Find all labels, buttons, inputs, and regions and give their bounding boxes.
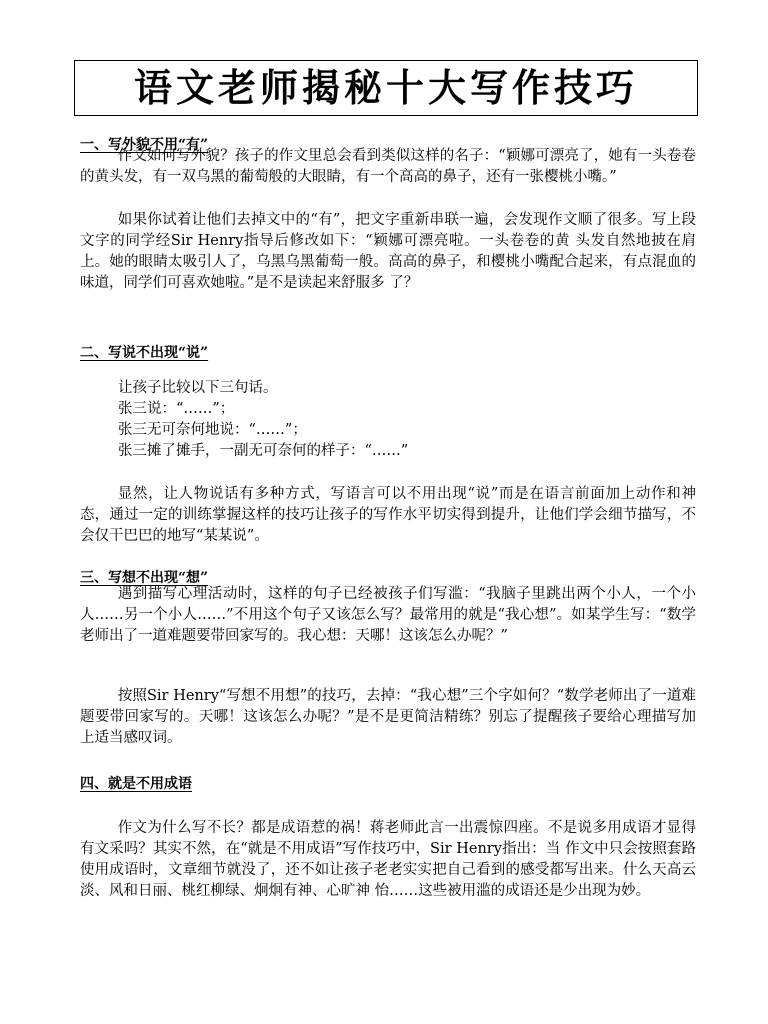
page-title: 语文老师揭秘十大写作技巧 bbox=[133, 66, 638, 110]
title-box bbox=[74, 60, 698, 116]
comparison-line: 张三摊了摊手，一副无可奈何的样子：“……” bbox=[118, 443, 409, 459]
section-3-heading: 三、写想不出现“想” bbox=[80, 570, 209, 586]
comparison-line: 张三说：“……”； bbox=[118, 401, 235, 417]
section-1-paragraph-1: 作文如何写外貌？孩子的作文里总会看到类似这样的名子：“颖娜可漂亮了，她有一头卷卷的黄头发，有一双乌黑的葡萄般的大眼睛，有一个高高的鼻子，还有一张樱桃小嘴。” bbox=[80, 148, 696, 185]
section-1-heading: 一、写外貌不用“有” bbox=[80, 137, 209, 153]
section-4-paragraph-1: 作文为什么写不长？都是成语惹的祸！蒋老师此言一出震惊四座。不是说多用成语才显得有文采吗？其实不然，在“就是不用成语”写作技巧中，Sir Henry指出：当 作文中只会按照套路使用成语时，文章细节就没了，还不如让孩子老老实实把自己看到的感受都写出来。什么天高云淡、风和日丽、桃红柳绿、炯炯有神、心旷神 怡……这些被用滥的成语还是少出现为妙。 bbox=[80, 820, 696, 899]
section-2-paragraph-1: 显然，让人物说话有多种方式，写语言可以不用出现“说”而是在语言前面加上动作和神态，通过一定的训练掌握这样的技巧让孩子的写作水平切实得到提升，让他们学会细节描写，不会仅干巴巴的地写“某某说”。 bbox=[80, 486, 696, 544]
comparison-line: 让孩子比较以下三句话。 bbox=[118, 380, 278, 396]
section-2-heading: 二、写说不出现“说” bbox=[80, 345, 209, 361]
comparison-line: 张三无可奈何地说：“……”； bbox=[118, 422, 307, 438]
section-3-paragraph-1: 遇到描写心理活动时，这样的句子已经被孩子们写滥：“我脑子里跳出两个小人，一个小人……另一个小人……”不用这个句子又该怎么写？最常用的就是“我心想”。如某学生写：“数学老师出了一道难题要带回家写的。我心想：天哪！这该怎么办呢？” bbox=[80, 586, 696, 644]
comparison-sentences bbox=[118, 378, 408, 462]
section-3-paragraph-2: 按照Sir Henry“写想不用想”的技巧，去掉：“我心想”三个字如何？“数学老师出了一道难题要带回家写的。天哪！这该怎么办呢？”是不是更简洁精练？别忘了提醒孩子要给心理描写加上适当感叹词。 bbox=[80, 688, 696, 746]
section-4-heading: 四、就是不用成语 bbox=[80, 776, 192, 792]
section-1-paragraph-2: 如果你试着让他们去掉文中的“有”，把文字重新串联一遍，会发现作文顺了很多。写上段文字的同学经Sir Henry指导后修改如下：“颖娜可漂亮啦。一头卷卷的黄 头发自然地披在肩上。她的眼睛太吸引人了，乌黑乌黑葡萄一般。高高的鼻子，和樱桃小嘴配合起来，有点混血的味道，同学们可喜欢她啦。”是不是读起来舒服多 了？ bbox=[80, 212, 696, 291]
